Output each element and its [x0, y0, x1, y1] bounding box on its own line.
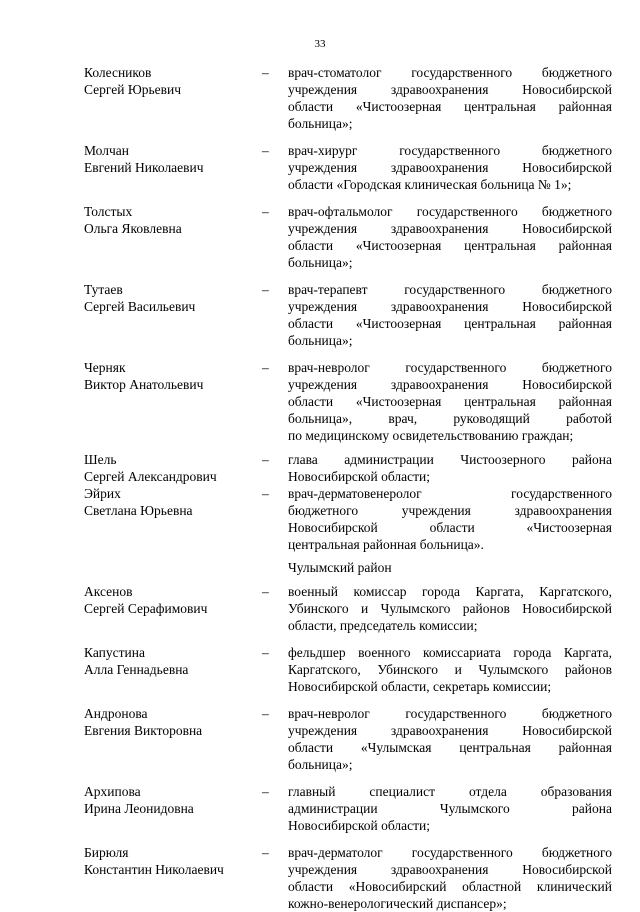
member-entry: [84, 142, 612, 193]
position-line: больница»;: [288, 333, 353, 348]
member-entry: [84, 359, 612, 444]
member-entry: [84, 844, 612, 912]
member-given-names: Сергей Серафимович: [84, 601, 208, 616]
member-position: [288, 142, 612, 193]
position-line: врач-невролог государственного бюджетного: [288, 360, 612, 375]
dash-separator: –: [262, 486, 269, 501]
position-line: врач-хирург государственного бюджетного: [288, 143, 612, 158]
dash-separator: –: [262, 360, 269, 375]
position-line: области «Чистоозерная центральная районная: [288, 316, 612, 331]
position-line: врач-дерматовенеролог государственного: [288, 486, 612, 501]
member-surname: Аксенов: [84, 584, 133, 599]
member-given-names: Ольга Яковлевна: [84, 221, 182, 236]
dash-separator: –: [262, 65, 269, 80]
position-line: военный комиссар города Каргата, Каргатского,: [288, 584, 612, 599]
position-line: кожно-венерологический диспансер»;: [288, 896, 507, 911]
member-surname: Тутаев: [84, 282, 123, 297]
member-name: [84, 705, 262, 739]
chulymsky-members: [84, 583, 612, 912]
member-name: [84, 64, 262, 98]
position-line: области «Чулымская центральная районная: [288, 740, 612, 755]
position-line: области «Чистоозерная центральная районная: [288, 394, 612, 409]
position-line: врач-невролог государственного бюджетного: [288, 706, 612, 721]
chistoozerny-members: [84, 64, 612, 553]
position-line: фельдшер военного комиссариата города Каргата,: [288, 645, 612, 660]
position-line: области «Чистоозерная центральная районная: [288, 238, 612, 253]
dash-separator: –: [262, 143, 269, 158]
member-name: [84, 203, 262, 237]
position-line: больница»;: [288, 116, 353, 131]
member-given-names: Сергей Юрьевич: [84, 82, 182, 97]
member-position: [288, 64, 612, 132]
member-entry: [84, 451, 612, 485]
dash-separator: –: [262, 204, 269, 219]
position-line: учреждения здравоохранения Новосибирской: [288, 221, 612, 236]
member-given-names: Алла Геннадьевна: [84, 662, 189, 677]
member-position: [288, 359, 612, 444]
position-line: учреждения здравоохранения Новосибирской: [288, 862, 612, 877]
member-entry: [84, 64, 612, 132]
position-line: учреждения здравоохранения Новосибирской: [288, 299, 612, 314]
position-line: Новосибирской области, секретарь комиссии;: [288, 679, 552, 694]
dash-separator: –: [262, 645, 269, 660]
page-number: 33: [314, 38, 326, 50]
dash-separator: –: [262, 584, 269, 599]
member-surname: Шель: [84, 452, 117, 467]
member-entry: [84, 203, 612, 271]
dash-separator: –: [262, 282, 269, 297]
member-position: [288, 583, 612, 634]
member-position: [288, 644, 612, 695]
position-line: центральная районная больница».: [288, 537, 484, 552]
position-line: области «Чистоозерная центральная районная: [288, 99, 612, 114]
dash-separator: –: [262, 784, 269, 799]
member-given-names: Сергей Васильевич: [84, 299, 196, 314]
member-position: [288, 844, 612, 912]
position-line: учреждения здравоохранения Новосибирской: [288, 82, 612, 97]
member-name: [84, 783, 262, 817]
dash-separator: –: [262, 706, 269, 721]
position-line: больница»;: [288, 255, 353, 270]
member-position: [288, 705, 612, 773]
position-line: Новосибирской области;: [288, 818, 431, 833]
member-name: [84, 281, 262, 315]
member-entry: [84, 281, 612, 349]
member-surname: Архипова: [84, 784, 141, 799]
member-entry: [84, 583, 612, 634]
member-given-names: Сергей Александрович: [84, 469, 217, 484]
position-line: Каргатского, Убинского и Чулымского районов: [288, 662, 612, 677]
position-line: Новосибирской области «Чистоозерная: [288, 520, 612, 535]
dash-separator: –: [262, 452, 269, 467]
position-line: учреждения здравоохранения Новосибирской: [288, 160, 612, 175]
position-line: врач-стоматолог государственного бюджетного: [288, 65, 612, 80]
dash-separator: –: [262, 845, 269, 860]
position-line: врач-дерматолог государственного бюджетного: [288, 845, 612, 860]
position-line: Новосибирской области;: [288, 469, 431, 484]
position-line: больница»;: [288, 757, 353, 772]
position-line: учреждения здравоохранения Новосибирской: [288, 723, 612, 738]
member-surname: Эйрих: [84, 486, 121, 501]
member-surname: Толстых: [84, 204, 133, 219]
member-given-names: Светлана Юрьевна: [84, 503, 193, 518]
position-line: по медицинскому освидетельствованию граждан;: [288, 428, 574, 443]
position-line: области «Городская клиническая больница № 1»;: [288, 177, 572, 192]
position-line: врач-офтальмолог государственного бюджетного: [288, 204, 612, 219]
member-name: [84, 485, 262, 519]
position-line: учреждения здравоохранения Новосибирской: [288, 377, 612, 392]
member-given-names: Константин Николаевич: [84, 862, 224, 877]
member-given-names: Евгений Николаевич: [84, 160, 204, 175]
member-given-names: Евгения Викторовна: [84, 723, 203, 738]
position-line: больница», врач, руководящий работой: [288, 411, 612, 426]
member-name: [84, 844, 262, 878]
member-surname: Бирюля: [84, 845, 129, 860]
position-line: области «Новосибирский областной клинический: [288, 879, 612, 894]
member-surname: Черняк: [84, 360, 126, 375]
member-surname: Колесников: [84, 65, 152, 80]
member-position: [288, 203, 612, 271]
commission-member-list: [84, 64, 612, 912]
member-surname: Андронова: [84, 706, 148, 721]
member-name: [84, 583, 262, 617]
position-line: бюджетного учреждения здравоохранения: [288, 503, 612, 518]
position-line: глава администрации Чистоозерного района: [288, 452, 612, 467]
position-line: врач-терапевт государственного бюджетного: [288, 282, 612, 297]
position-line: главный специалист отдела образования: [288, 784, 612, 799]
position-line: администрации Чулымского района: [288, 801, 612, 816]
member-entry: [84, 485, 612, 553]
member-entry: [84, 783, 612, 834]
member-entry: [84, 644, 612, 695]
member-given-names: Ирина Леонидовна: [84, 801, 194, 816]
member-name: [84, 644, 262, 678]
member-position: [288, 451, 612, 485]
member-name: [84, 142, 262, 176]
member-entry: [84, 705, 612, 773]
member-given-names: Виктор Анатольевич: [84, 377, 204, 392]
member-surname: Капустина: [84, 645, 145, 660]
member-position: [288, 281, 612, 349]
member-name: [84, 359, 262, 393]
member-name: [84, 451, 262, 485]
district-heading: Чулымский район: [288, 560, 392, 575]
position-line: Убинского и Чулымского районов Новосибирской: [288, 601, 612, 616]
member-position: [288, 485, 612, 553]
member-position: [288, 783, 612, 834]
position-line: области, председатель комиссии;: [288, 618, 478, 633]
member-surname: Молчан: [84, 143, 129, 158]
